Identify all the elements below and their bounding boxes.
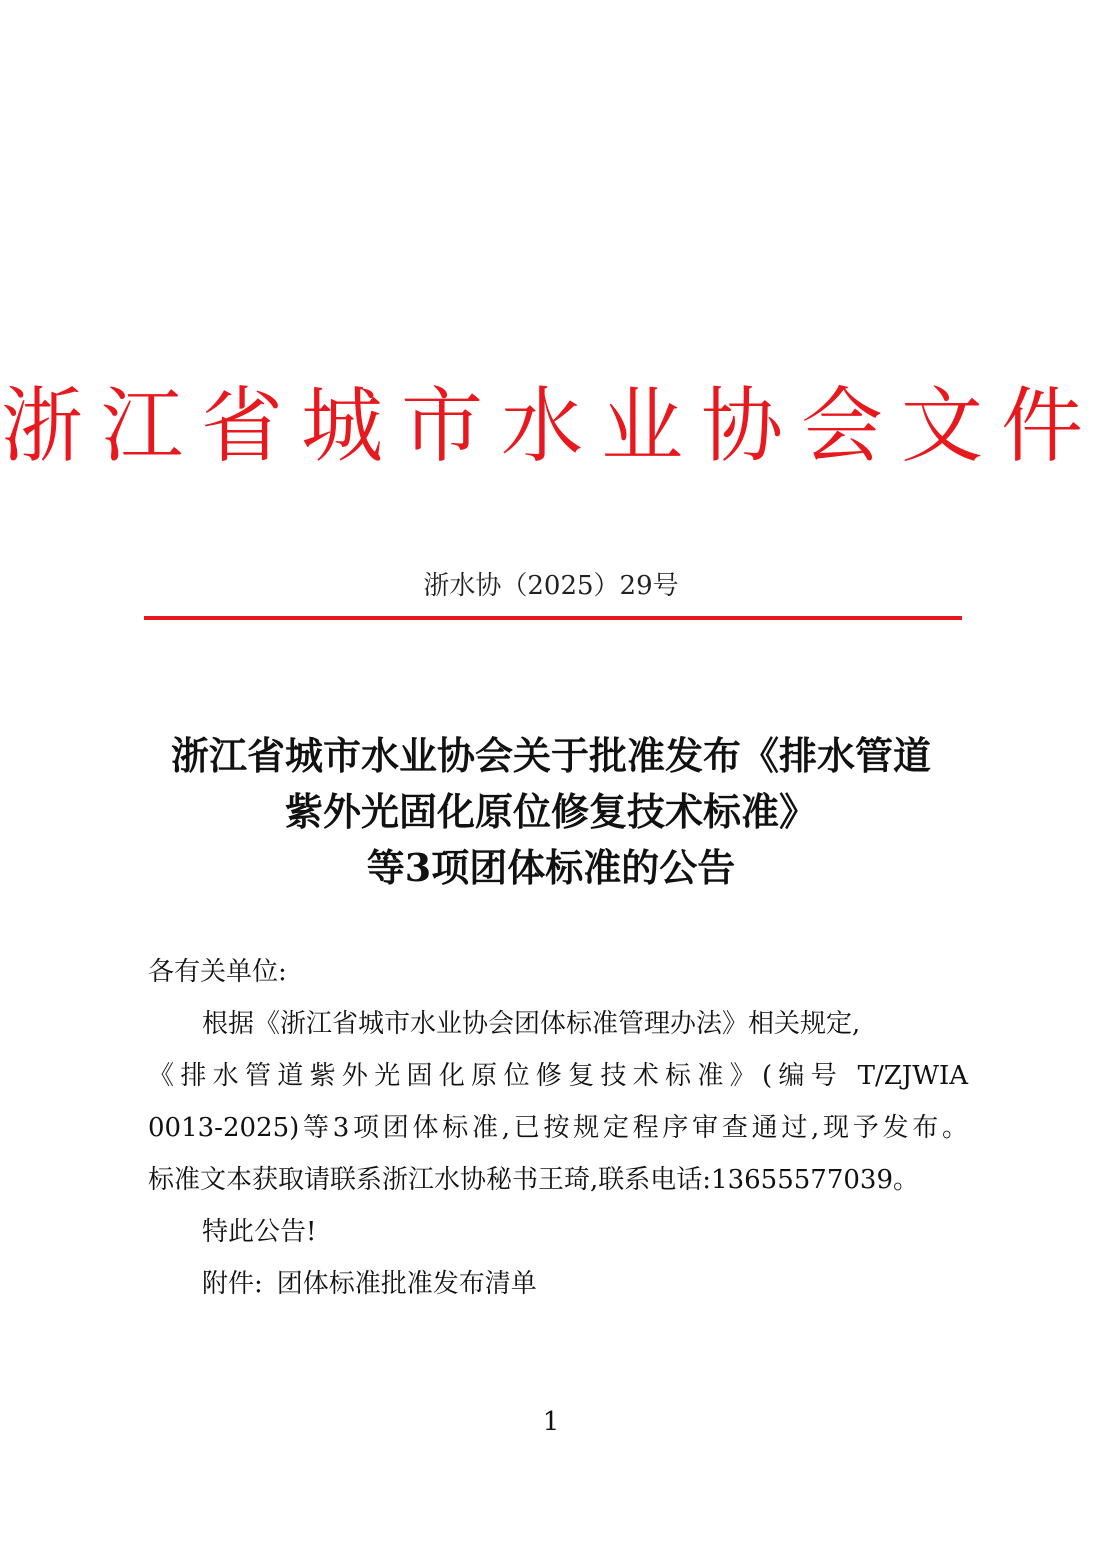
attachment-label: 附件:: [202, 1269, 263, 1299]
closing-remark: 特此公告!: [202, 1217, 317, 1247]
salutation: 各有关单位:: [148, 957, 287, 987]
attachment-link[interactable]: 团体标准批准发布清单: [276, 1269, 537, 1299]
red-divider-line: [144, 616, 962, 620]
issuer-header-title: 浙江省城市水业协会文件: [0, 379, 1101, 474]
notice-title-line-3: 等3项团体标准的公告: [366, 845, 736, 890]
attachment-line: [148, 1258, 1022, 1310]
notice-title: [100, 728, 1002, 896]
notice-title-line-1: 浙江省城市水业协会关于批准发布《排水管道: [170, 733, 931, 778]
paragraph-line-3: 0013-2025)等3项团体标准,已按规定程序审查通过,现予发布。: [148, 1113, 968, 1143]
notice-paragraph: [148, 998, 968, 1206]
page-number: 1: [542, 1407, 560, 1437]
document-number: 浙水协（2025）29号: [423, 571, 679, 601]
paragraph-line-4: 标准文本获取请联系浙江水协秘书王琦,联系电话:13655577039。: [148, 1165, 919, 1195]
notice-title-line-2: 紫外光固化原位修复技术标准》: [284, 789, 817, 834]
paragraph-line-1: 根据《浙江省城市水业协会团体标准管理办法》相关规定,: [202, 1009, 861, 1039]
paragraph-line-2: 《排水管道紫外光固化原位修复技术标准》(编号 T/ZJWIA: [148, 1061, 968, 1091]
